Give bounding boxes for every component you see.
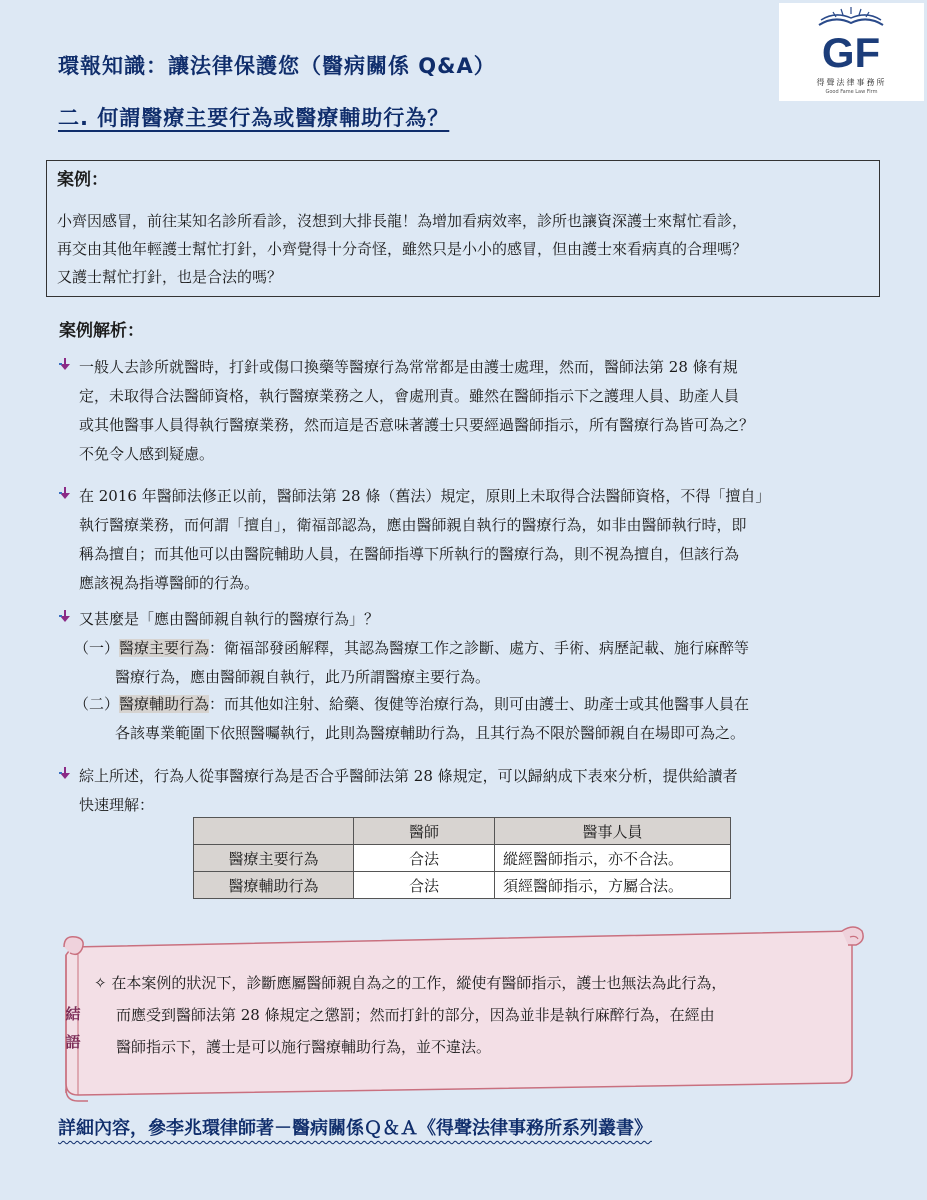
item-prefix: （一）	[74, 639, 120, 657]
table-cell: 須經醫師指示，方屬合法。	[495, 872, 731, 899]
conclusion-text	[94, 967, 726, 1063]
arrow-bullet-icon	[58, 766, 72, 780]
definition-item-1-cont: 醫療行為，應由醫師親自執行，此乃所謂醫療主要行為。	[115, 668, 491, 686]
case-line: 小齊因感冒，前往某知名診所看診，沒想到大排長龍！為增加看病效率，診所也讓資深護士來幫忙看診，	[57, 212, 748, 230]
conclusion-label-char: 結	[65, 1005, 81, 1023]
table-cell: 醫療主要行為	[194, 845, 354, 872]
item-text: ：衛福部發函解釋，其認為醫療工作之診斷、處方、手術、病歷記載、施行麻醉等	[209, 639, 750, 657]
section-heading: 二. 何謂醫療主要行為或醫療輔助行為？	[58, 106, 450, 130]
table-header-cell: 醫師	[354, 818, 495, 845]
table-header-cell	[194, 818, 354, 845]
table-cell: 醫療輔助行為	[194, 872, 354, 899]
bullet-line: 定，未取得合法醫師資格，執行醫療業務之人，會處刑責。雖然在醫師指示下之護理人員、助產人員	[79, 387, 740, 405]
case-box	[46, 160, 880, 297]
summary-table	[193, 817, 731, 899]
logo-mark-icon	[779, 3, 924, 77]
bullet-line: 綜上所述，行為人從事醫療行為是否合乎醫師法第 28 條規定，可以歸納成下表來分析，提供給讀者	[79, 767, 738, 785]
conclusion-label-char: 語	[65, 1033, 81, 1051]
arrow-bullet-icon	[58, 357, 72, 371]
case-line: 又護士幫忙打針，也是合法的嗎？	[57, 268, 283, 286]
bullet-line: 應該視為指導醫師的行為。	[79, 574, 260, 592]
term-auxiliary-medical-act: 醫療輔助行為	[119, 695, 210, 713]
item-text: ：而其他如注射、給藥、復健等治療行為，則可由護士、助產士或其他醫事人員在	[209, 695, 750, 713]
table-row	[194, 872, 731, 899]
arrow-bullet-icon	[58, 486, 72, 500]
table-header-row	[194, 818, 731, 845]
conclusion-line: 醫師指示下，護士是可以施行醫療輔助行為，並不違法。	[116, 1038, 492, 1056]
definition-item-2-cont: 各該專業範圍下依照醫囑執行，此則為醫療輔助行為，且其行為不限於醫師親自在場即可為之。	[115, 724, 746, 742]
logo-letters: GF	[821, 29, 881, 76]
bullet-line: 快速理解：	[79, 796, 155, 814]
case-line: 再交由其他年輕護士幫忙打針，小齊覺得十分奇怪，雖然只是小小的感冒，但由護士來看病真的合理嗎？	[57, 240, 748, 258]
conclusion-line: ✧ 在本案例的狀況下，診斷應屬醫師親自為之的工作，縱使有醫師指示，護士也無法為此行為，	[94, 974, 727, 992]
conclusion-label	[64, 1000, 82, 1056]
definition-item-1	[74, 634, 749, 663]
table-cell: 合法	[354, 845, 495, 872]
table-cell: 合法	[354, 872, 495, 899]
bullet-line: 執行醫療業務，而何謂「擅自」，衛福部認為，應由醫師親自執行的醫療行為，如非由醫師執行時，即	[79, 516, 747, 534]
table-row	[194, 845, 731, 872]
definition-item-2	[74, 690, 749, 719]
case-text	[57, 207, 877, 291]
logo-name-en: Good Fame Law Firm	[825, 89, 878, 95]
case-label: 案例：	[57, 170, 108, 190]
bullet-intro: 又甚麼是「應由醫師親自執行的醫療行為」？	[79, 610, 380, 628]
page-title: 環報知識：讓法律保護您（醫病關係 Q&A）	[58, 54, 496, 78]
term-main-medical-act: 醫療主要行為	[119, 639, 210, 657]
firm-logo	[779, 3, 924, 101]
arrow-bullet-icon	[58, 609, 72, 623]
table-header-cell: 醫事人員	[495, 818, 731, 845]
bullet-line: 或其他醫事人員得執行醫療業務，然而這是否意味著護士只要經過醫師指示，所有醫療行為皆可為之？	[79, 416, 755, 434]
bullet-line: 在 2016 年醫師法修正以前，醫師法第 28 條（舊法）規定，原則上未取得合法醫師資格，不得「擅自」	[79, 487, 771, 505]
analysis-label: 案例解析：	[59, 321, 144, 341]
bullet-line: 一般人去診所就醫時，打針或傷口換藥等醫療行為常常都是由護士處理，然而，醫師法第 28 條有規	[79, 358, 738, 376]
conclusion-line: 而應受到醫師法第 28 條規定之懲罰；然而打針的部分，因為並非是執行麻醉行為，在經由	[116, 1006, 715, 1024]
table-cell: 縱經醫師指示，亦不合法。	[495, 845, 731, 872]
logo-name-zh: 得聲法律事務所	[816, 78, 887, 87]
bullet-line: 不免令人感到疑慮。	[79, 445, 215, 463]
bullet-line: 稱為擅自；而其他可以由醫院輔助人員，在醫師指導下所執行的醫療行為，則不視為擅自，但該行為	[79, 545, 740, 563]
footer-reference: 詳細內容，參李兆環律師著－醫病關係Ｑ＆Ａ《得聲法律事務所系列叢書》	[58, 1118, 652, 1139]
item-prefix: （二）	[74, 695, 120, 713]
